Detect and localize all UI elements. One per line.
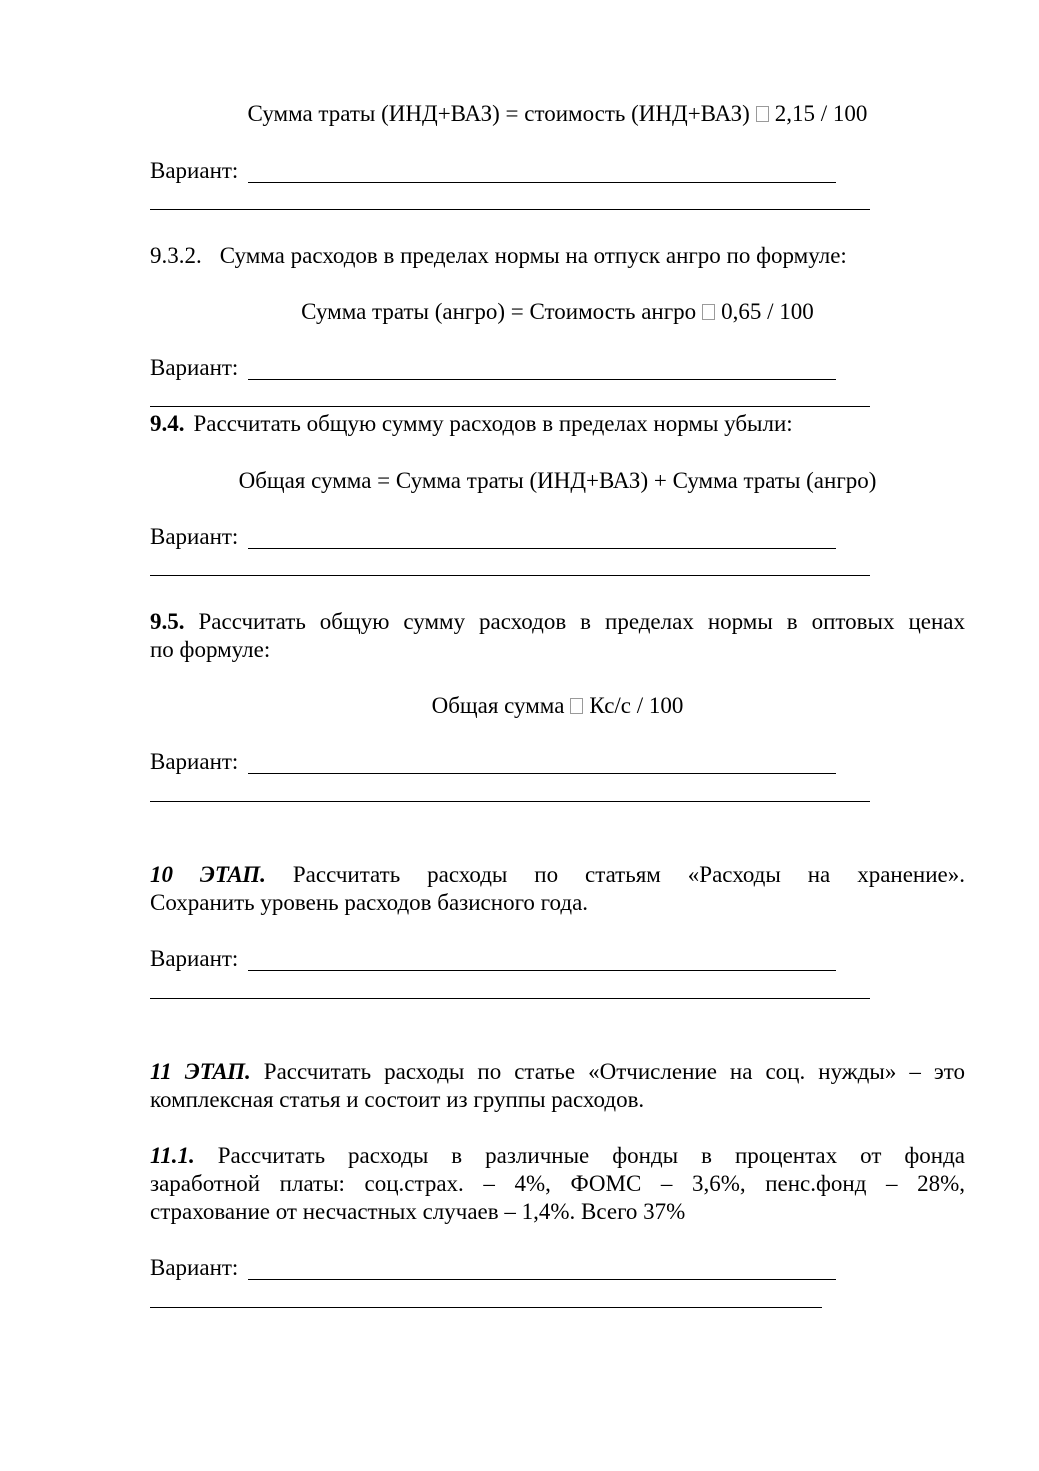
section-text: Рассчитать расходы в различные фонды в процентах от фонда	[217, 1143, 965, 1168]
section-number: 9.5.	[150, 609, 185, 634]
variant-answer-line-2[interactable]	[150, 209, 870, 210]
multiply-placeholder-icon	[570, 698, 583, 714]
variant-answer-line-2[interactable]	[150, 1307, 822, 1308]
variant-answer-line[interactable]	[248, 182, 836, 183]
section-9-4	[150, 410, 793, 438]
stage-10-line-2: Сохранить уровень расходов базисного года.	[150, 890, 589, 915]
variant-answer-line[interactable]	[248, 773, 836, 774]
variant-label: Вариант:	[150, 1255, 239, 1280]
formula-4-left: Общая сумма	[431, 693, 565, 718]
formula-1	[150, 100, 965, 128]
section-11-1-line-3: страхование от несчастных случаев – 1,4%. Всего 37%	[150, 1199, 686, 1224]
section-number: 11.1.	[150, 1143, 195, 1168]
stage-text: Рассчитать расходы по статьям «Расходы на хранение».	[292, 862, 965, 887]
stage-text: Рассчитать расходы по статье «Отчисление на соц. нужды» – это	[263, 1059, 965, 1084]
multiply-placeholder-icon	[756, 106, 769, 122]
variant-label: Вариант:	[150, 946, 239, 971]
formula-4	[150, 692, 965, 720]
variant-label: Вариант:	[150, 355, 239, 380]
formula-1-right: 2,15 / 100	[774, 101, 868, 126]
variant-answer-line-2[interactable]	[150, 801, 870, 802]
variant-answer-line-2[interactable]	[150, 998, 870, 999]
section-9-5-line-2: по формуле:	[150, 637, 271, 662]
section-11-1-line-1	[150, 1142, 965, 1170]
variant-answer-line[interactable]	[248, 1279, 836, 1280]
variant-answer-line-2[interactable]	[150, 575, 870, 576]
section-9-3-2	[150, 242, 847, 270]
variant-label: Вариант:	[150, 524, 239, 549]
variant-answer-line[interactable]	[248, 548, 836, 549]
stage-11-line-2: комплексная статья и состоит из группы расходов.	[150, 1087, 645, 1112]
stage-number: 10 ЭТАП.	[150, 862, 266, 887]
variant-label: Вариант:	[150, 158, 239, 183]
variant-answer-line-2[interactable]	[150, 406, 870, 407]
section-text: Рассчитать общую сумму расходов в пределах нормы в оптовых ценах	[198, 609, 965, 634]
variant-answer-line[interactable]	[248, 379, 836, 380]
formula-3: Общая сумма = Сумма траты (ИНД+ВАЗ) + Сумма траты (ангро)	[238, 468, 877, 493]
multiply-placeholder-icon	[702, 304, 715, 320]
formula-4-right: Кс/с / 100	[589, 693, 684, 718]
section-number: 9.3.2.	[150, 243, 202, 268]
section-9-5-line-1	[150, 608, 965, 636]
section-number: 9.4.	[150, 411, 185, 436]
formula-2-left: Сумма траты (ангро) = Стоимость ангро	[301, 299, 697, 324]
formula-2-right: 0,65 / 100	[721, 299, 814, 324]
stage-11-line-1	[150, 1058, 965, 1086]
section-11-1-line-2: заработной платы: соц.страх. – 4%, ФОМС – 3,6%, пенс.фонд – 28%,	[150, 1171, 965, 1196]
formula-2	[150, 298, 965, 326]
formula-1-left: Сумма траты (ИНД+ВАЗ) = стоимость (ИНД+ВАЗ)	[247, 101, 750, 126]
variant-answer-line[interactable]	[248, 970, 836, 971]
stage-number: 11 ЭТАП.	[150, 1059, 251, 1084]
section-text: Рассчитать общую сумму расходов в пределах нормы убыли:	[193, 411, 793, 436]
variant-label: Вариант:	[150, 749, 239, 774]
stage-10-line-1	[150, 861, 965, 889]
section-text: Сумма расходов в пределах нормы на отпуск ангро по формуле:	[219, 243, 847, 268]
